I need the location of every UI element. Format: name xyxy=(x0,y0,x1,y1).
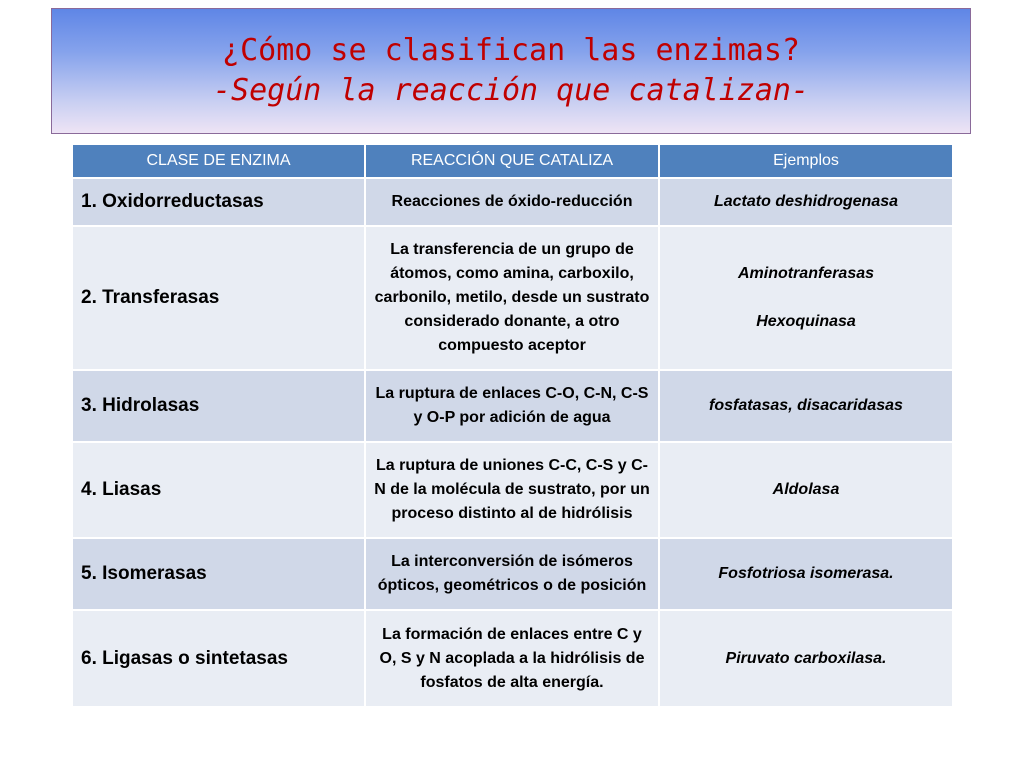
cell-clase: 3. Hidrolasas xyxy=(73,370,365,442)
cell-clase: 1. Oxidorreductasas xyxy=(73,178,365,226)
cell-clase: 5. Isomerasas xyxy=(73,538,365,610)
table-row xyxy=(73,370,953,442)
cell-ejemplos xyxy=(659,370,953,442)
example-item: Aldolasa xyxy=(772,481,840,498)
title-subtitle: -Según la reacción que catalizan- xyxy=(212,73,810,108)
enzyme-classification-table xyxy=(73,145,954,706)
example-item: Aminotranferasas xyxy=(737,265,875,282)
cell-ejemplos xyxy=(659,538,953,610)
example-item: fosfatasas, disacaridasas xyxy=(709,397,903,414)
example-item: Fosfotriosa isomerasa. xyxy=(718,565,894,582)
cell-reaccion: La ruptura de enlaces C-O, C-N, C-S y O-P por adición de agua xyxy=(365,370,659,442)
cell-ejemplos xyxy=(659,610,953,706)
title-main: ¿Cómo se clasifican las enzimas? xyxy=(222,33,800,68)
cell-ejemplos xyxy=(659,178,953,226)
table-row xyxy=(73,226,953,370)
cell-clase: 4. Liasas xyxy=(73,442,365,538)
cell-reaccion: La interconversión de isómeros ópticos, geométricos o de posición xyxy=(365,538,659,610)
cell-clase: 6. Ligasas o sintetasas xyxy=(73,610,365,706)
table-row xyxy=(73,538,953,610)
title-box xyxy=(51,8,971,134)
header-ejemplos: Ejemplos xyxy=(659,145,953,178)
cell-clase: 2. Transferasas xyxy=(73,226,365,370)
cell-reaccion: La formación de enlaces entre C y O, S y N acoplada a la hidrólisis de fosfatos de alta energía. xyxy=(365,610,659,706)
example-item: Lactato deshidrogenasa xyxy=(713,193,899,210)
table-row xyxy=(73,178,953,226)
cell-ejemplos xyxy=(659,442,953,538)
table-row xyxy=(73,442,953,538)
table-header-row xyxy=(73,145,953,178)
cell-ejemplos xyxy=(659,226,953,370)
cell-reaccion: Reacciones de óxido-reducción xyxy=(365,178,659,226)
cell-reaccion: La ruptura de uniones C-C, C-S y C-N de la molécula de sustrato, por un proceso distinto al de hidrólisis xyxy=(365,442,659,538)
example-item: Hexoquinasa xyxy=(756,313,856,330)
table-row xyxy=(73,610,953,706)
example-item: Piruvato carboxilasa. xyxy=(725,649,887,667)
header-clase: CLASE DE ENZIMA xyxy=(73,145,365,178)
cell-reaccion: La transferencia de un grupo de átomos, como amina, carboxilo, carbonilo, metilo, desde un sustrato considerado donante, a otro compuesto aceptor xyxy=(365,226,659,370)
header-reaccion: REACCIÓN QUE CATALIZA xyxy=(365,145,659,178)
